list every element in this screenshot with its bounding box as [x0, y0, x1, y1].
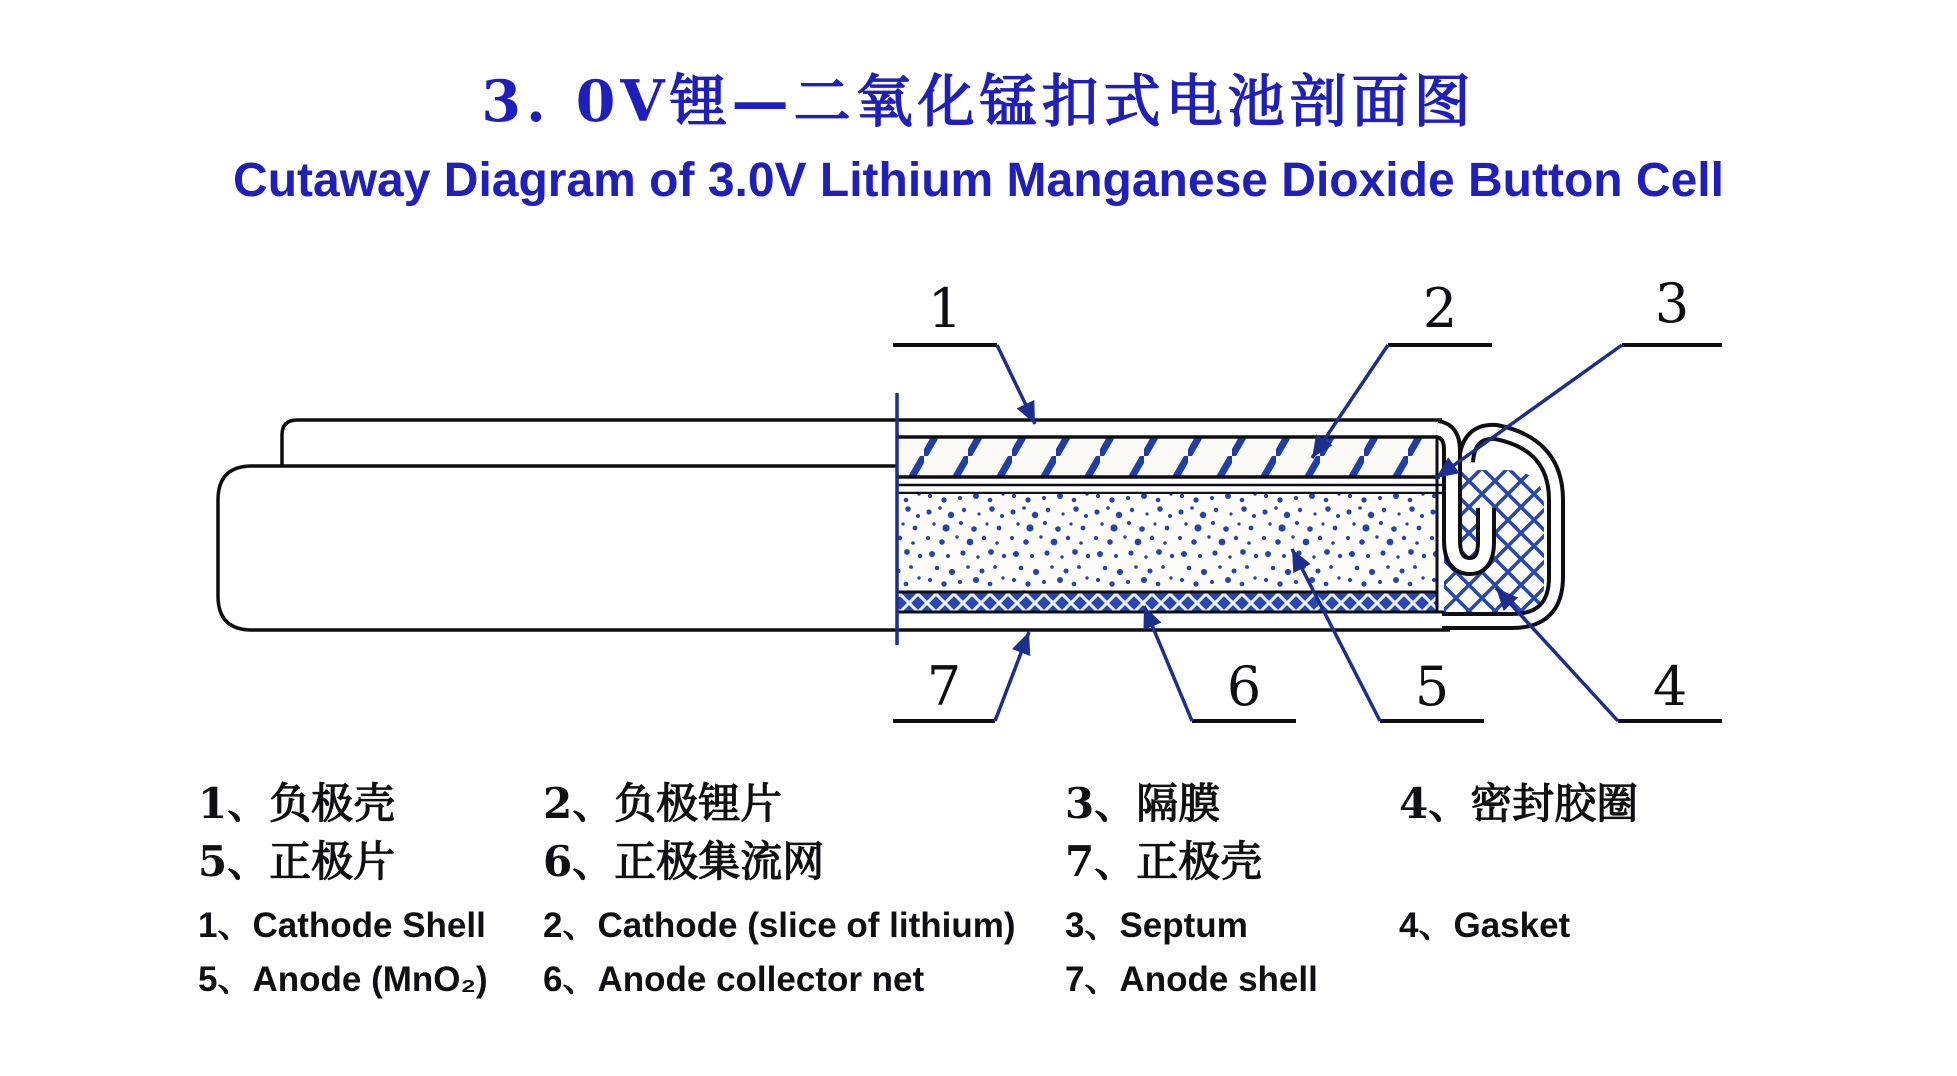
anode-shell-outline [218, 466, 897, 630]
leader-6 [1144, 606, 1192, 721]
legend-cn-item-6: 6、正极集流网 [543, 837, 825, 886]
legend-en-item-7: 7、Anode shell [1065, 960, 1318, 999]
legend-en-item-1: 1、Cathode Shell [198, 906, 486, 945]
legend-cn-spacer [1399, 837, 1779, 887]
callout-3: 3 [1654, 272, 1690, 335]
cutaway-layers [897, 437, 1446, 612]
callout-4: 4 [1652, 655, 1688, 718]
crimp-seal [1437, 429, 1556, 622]
legend-chinese [198, 779, 1779, 887]
legend-cn-item-2: 2、负极锂片 [543, 779, 783, 828]
collector-net-layer [897, 592, 1437, 612]
leader-3 [1436, 345, 1622, 478]
chinese-title: 3. 0V锂—二氧化锰扣式电池剖面图 [481, 68, 1476, 135]
legend-en-item-4: 4、Gasket [1399, 906, 1571, 945]
leader-1 [997, 345, 1035, 424]
legend-cn-item-7: 7、正极壳 [1065, 837, 1263, 886]
english-title: Cutaway Diagram of 3.0V Lithium Manganese Dioxide Button Cell [233, 154, 1724, 207]
legend-cn-item-5: 5、正极片 [198, 837, 396, 886]
septum-layer [897, 485, 1446, 493]
mno2-anode-layer [897, 494, 1437, 592]
legend-en-item-5: 5、Anode (MnO₂) [198, 960, 488, 999]
legend-en-item-3: 3、Septum [1065, 906, 1248, 945]
legend-en-spacer [1399, 959, 1779, 1001]
legend-cn-item-4: 4、密封胶圈 [1399, 779, 1639, 828]
callout-2: 2 [1422, 277, 1458, 340]
legend-cn-item-3: 3、隔膜 [1065, 779, 1221, 828]
leader-7 [995, 632, 1029, 721]
callout-5: 5 [1414, 655, 1450, 718]
callout-6: 6 [1226, 655, 1262, 718]
callout-7: 7 [926, 655, 962, 718]
lithium-slice-layer [897, 437, 1437, 477]
legend-en-item-2: 2、Cathode (slice of lithium) [543, 906, 1016, 945]
legend-cn-item-1: 1、负极壳 [198, 779, 396, 828]
callout-1: 1 [927, 277, 963, 340]
legend-en-item-6: 6、Anode collector net [543, 960, 925, 999]
legend-english [198, 905, 1779, 1001]
